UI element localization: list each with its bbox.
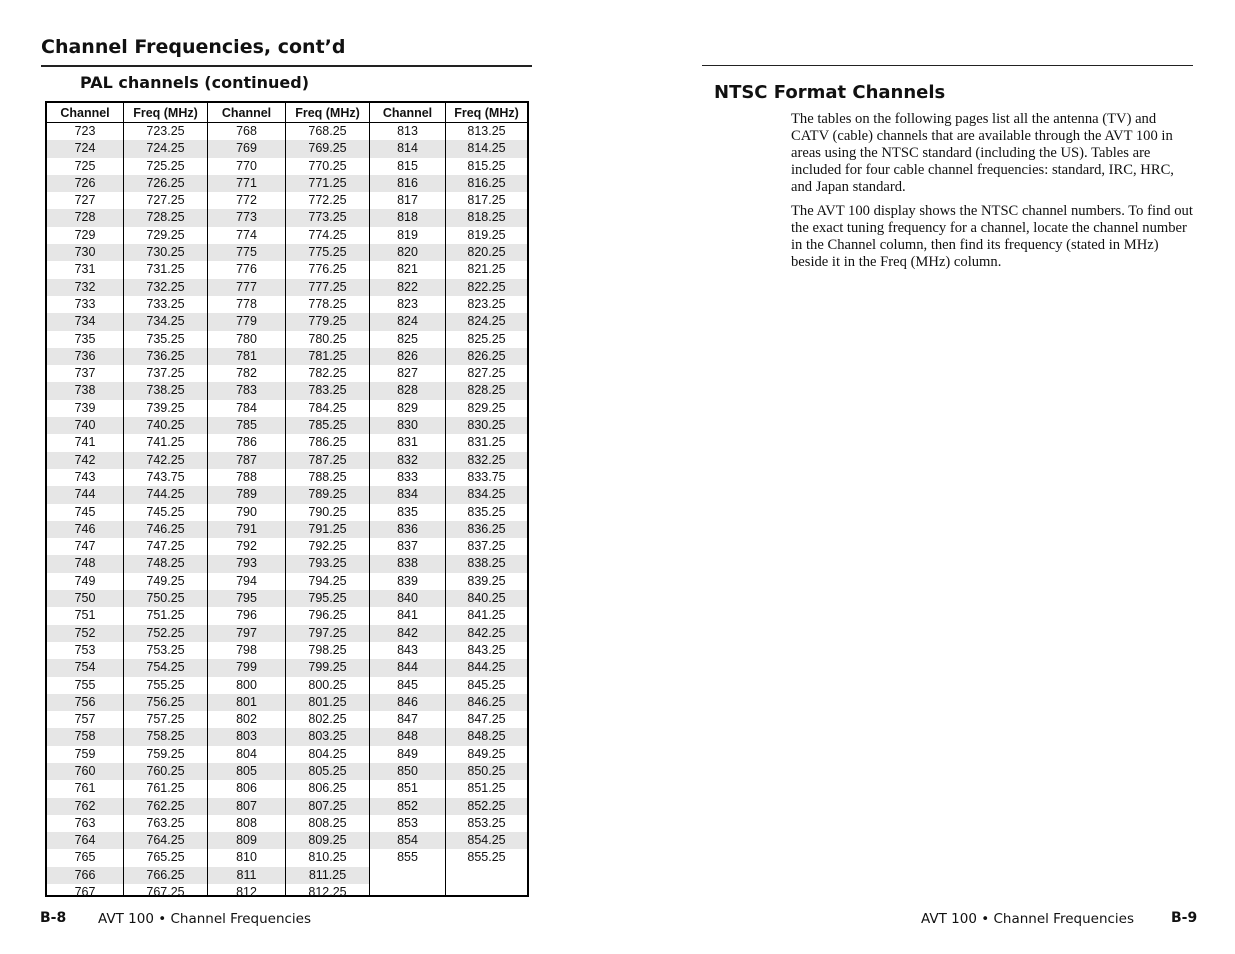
channel-cell: 833 xyxy=(397,469,418,484)
freq-cell: 804.25 xyxy=(308,746,347,761)
channel-cell: 735 xyxy=(74,331,96,346)
channel-cell: 775 xyxy=(208,244,285,261)
freq-cell: 793.25 xyxy=(286,555,369,572)
freq-cell: 750.25 xyxy=(124,590,207,607)
channel-cell: 831 xyxy=(397,435,418,450)
freq-cell: 756.25 xyxy=(124,694,207,711)
channel-cell: 846 xyxy=(370,694,445,711)
channel-cell: 799 xyxy=(208,659,285,676)
freq-cell: 785.25 xyxy=(286,417,369,434)
channel-cell: 732 xyxy=(47,279,123,296)
channel-cell: 840 xyxy=(370,590,445,607)
channel-cell: 825 xyxy=(397,331,418,346)
freq-cell: 790.25 xyxy=(308,504,347,519)
freq-cell: 775.25 xyxy=(286,244,369,261)
freq-cell: 799.25 xyxy=(286,659,369,676)
freq-cell: 779.25 xyxy=(286,313,369,330)
freq-cell: 733.25 xyxy=(146,296,185,311)
freq-cell: 796.25 xyxy=(308,608,347,623)
title-rule-right xyxy=(702,65,1193,66)
channel-cell: 847 xyxy=(397,712,418,727)
freq-cell: 801.25 xyxy=(286,694,369,711)
freq-cell: 847.25 xyxy=(467,712,506,727)
channel-cell: 760 xyxy=(47,763,123,780)
freq-cell: 723.25 xyxy=(146,124,185,138)
freq-column-2 xyxy=(286,103,370,900)
freq-cell: 792.25 xyxy=(308,539,347,554)
freq-cell: 829.25 xyxy=(467,400,506,415)
channel-cell: 756 xyxy=(47,694,123,711)
channel-cell: 793 xyxy=(208,555,285,572)
channel-cell: 804 xyxy=(236,746,257,761)
channel-cell: 853 xyxy=(397,815,418,830)
channel-cell: 790 xyxy=(236,504,257,519)
freq-cell: 753.25 xyxy=(146,642,185,657)
freq-cell: 747.25 xyxy=(146,539,185,554)
freq-cell: 758.25 xyxy=(124,728,207,745)
freq-cell: 812.25 xyxy=(308,885,347,900)
channel-cell: 747 xyxy=(74,539,96,554)
freq-cell: 728.25 xyxy=(124,209,207,226)
channel-cell: 784 xyxy=(236,400,257,415)
channel-cell: 837 xyxy=(397,539,418,554)
freq-cell: 782.25 xyxy=(308,366,347,381)
freq-cell: 845.25 xyxy=(467,677,506,692)
freq-cell: 814.25 xyxy=(446,140,527,157)
channel-cell: 723 xyxy=(74,124,96,138)
channel-cell: 779 xyxy=(208,313,285,330)
channel-cell: 821 xyxy=(397,262,418,277)
channel-cell: 741 xyxy=(74,435,96,450)
channel-cell: 827 xyxy=(397,366,418,381)
freq-cell: 778.25 xyxy=(308,296,347,311)
freq-cell: 802.25 xyxy=(308,712,347,727)
channel-cell: 817 xyxy=(397,193,418,208)
freq-cell: 737.25 xyxy=(146,366,185,381)
freq-cell: 735.25 xyxy=(146,331,185,346)
freq-cell: 836.25 xyxy=(446,521,527,538)
freq-cell: 795.25 xyxy=(286,590,369,607)
freq-cell: 760.25 xyxy=(124,763,207,780)
freq-cell: 789.25 xyxy=(286,486,369,503)
channel-cell: 730 xyxy=(47,244,123,261)
freq-cell: 730.25 xyxy=(124,244,207,261)
channel-cell: 755 xyxy=(74,677,96,692)
channel-cell: 771 xyxy=(208,175,285,192)
channel-cell: 725 xyxy=(74,158,96,173)
freq-cell: 781.25 xyxy=(286,348,369,365)
channel-cell: 783 xyxy=(208,382,285,399)
freq-cell: 736.25 xyxy=(124,348,207,365)
freq-cell: 821.25 xyxy=(467,262,506,277)
channel-cell: 814 xyxy=(370,140,445,157)
channel-cell: 801 xyxy=(208,694,285,711)
column-header: Freq (MHz) xyxy=(124,103,207,123)
freq-cell: 823.25 xyxy=(467,296,506,311)
freq-cell: 772.25 xyxy=(308,193,347,208)
empty-cell xyxy=(446,867,527,884)
channel-cell: 788 xyxy=(236,469,257,484)
channel-cell: 812 xyxy=(236,885,257,900)
column-header: Channel xyxy=(370,103,445,123)
channel-cell: 769 xyxy=(208,140,285,157)
freq-cell: 832.25 xyxy=(446,452,527,469)
intro-paragraph: The tables on the following pages list all the antenna (TV) and CATV (cable) channels that are available through the AVT 100 in areas using the NTSC standard (including the US). Tables are included for four cable channel frequencies: standard, IRC, HRC, and Japan standard. xyxy=(791,111,1174,195)
channel-cell: 855 xyxy=(397,850,418,865)
channel-cell: 770 xyxy=(236,158,257,173)
freq-cell: 768.25 xyxy=(308,124,347,138)
freq-cell: 830.25 xyxy=(446,417,527,434)
channel-cell: 753 xyxy=(74,642,96,657)
channel-column-1 xyxy=(47,103,124,900)
channel-cell: 782 xyxy=(236,366,257,381)
freq-cell: 744.25 xyxy=(124,486,207,503)
channel-cell: 764 xyxy=(47,832,123,849)
freq-cell: 794.25 xyxy=(308,573,347,588)
freq-cell: 817.25 xyxy=(467,193,506,208)
channel-cell: 823 xyxy=(397,296,418,311)
freq-cell: 740.25 xyxy=(124,417,207,434)
freq-cell: 745.25 xyxy=(146,504,185,519)
channel-cell: 819 xyxy=(397,227,418,242)
channel-cell: 829 xyxy=(397,400,418,415)
freq-cell: 776.25 xyxy=(308,262,347,277)
channel-cell: 836 xyxy=(370,521,445,538)
channel-cell: 800 xyxy=(236,677,257,692)
channel-cell: 727 xyxy=(74,193,96,208)
channel-column-3 xyxy=(370,103,446,895)
channel-cell: 781 xyxy=(208,348,285,365)
channel-cell: 736 xyxy=(47,348,123,365)
channel-cell: 845 xyxy=(397,677,418,692)
freq-cell: 805.25 xyxy=(286,763,369,780)
freq-cell: 771.25 xyxy=(286,175,369,192)
channel-cell: 842 xyxy=(370,625,445,642)
freq-cell: 770.25 xyxy=(308,158,347,173)
freq-cell: 809.25 xyxy=(286,832,369,849)
freq-cell: 816.25 xyxy=(446,175,527,192)
channel-cell: 738 xyxy=(47,382,123,399)
freq-cell: 803.25 xyxy=(286,728,369,745)
freq-cell: 724.25 xyxy=(124,140,207,157)
freq-cell: 828.25 xyxy=(446,382,527,399)
channel-cell: 724 xyxy=(47,140,123,157)
channel-cell: 832 xyxy=(370,452,445,469)
empty-cell xyxy=(446,884,527,901)
channel-cell: 851 xyxy=(397,781,418,796)
freq-cell: 786.25 xyxy=(308,435,347,450)
freq-cell: 854.25 xyxy=(446,832,527,849)
channel-cell: 798 xyxy=(236,642,257,657)
channel-cell: 849 xyxy=(397,746,418,761)
channel-cell: 841 xyxy=(397,608,418,623)
channel-cell: 757 xyxy=(74,712,96,727)
footer-title-right: AVT 100 • Channel Frequencies xyxy=(921,911,1135,927)
freq-cell: 810.25 xyxy=(308,850,347,865)
channel-cell: 786 xyxy=(236,435,257,450)
column-header: Channel xyxy=(47,103,123,123)
channel-cell: 816 xyxy=(370,175,445,192)
channel-cell: 843 xyxy=(397,642,418,657)
channel-cell: 758 xyxy=(47,728,123,745)
freq-cell: 838.25 xyxy=(446,555,527,572)
freq-cell: 818.25 xyxy=(446,209,527,226)
channel-cell: 787 xyxy=(208,452,285,469)
channel-cell: 748 xyxy=(47,555,123,572)
pal-channel-table xyxy=(45,101,529,900)
empty-cell xyxy=(370,867,445,884)
freq-cell: 851.25 xyxy=(467,781,506,796)
freq-cell: 780.25 xyxy=(308,331,347,346)
channel-cell: 772 xyxy=(236,193,257,208)
freq-cell: 784.25 xyxy=(308,400,347,415)
channel-cell: 754 xyxy=(47,659,123,676)
channel-cell: 854 xyxy=(370,832,445,849)
freq-cell: 727.25 xyxy=(146,193,185,208)
channel-cell: 744 xyxy=(47,486,123,503)
freq-cell: 813.25 xyxy=(467,124,506,138)
freq-cell: 787.25 xyxy=(286,452,369,469)
channel-cell: 797 xyxy=(208,625,285,642)
channel-cell: 765 xyxy=(74,850,96,865)
freq-cell: 827.25 xyxy=(467,366,506,381)
channel-cell: 838 xyxy=(370,555,445,572)
ntsc-section-title: NTSC Format Channels xyxy=(714,82,946,103)
channel-cell: 729 xyxy=(74,227,96,242)
freq-cell: 764.25 xyxy=(124,832,207,849)
channel-cell: 824 xyxy=(370,313,445,330)
channel-cell: 830 xyxy=(370,417,445,434)
channel-cell: 761 xyxy=(74,781,96,796)
channel-cell: 808 xyxy=(236,815,257,830)
channel-cell: 746 xyxy=(47,521,123,538)
page-number-left: B-8 xyxy=(40,910,67,926)
channel-cell: 785 xyxy=(208,417,285,434)
channel-column-2 xyxy=(208,103,286,900)
freq-cell: 848.25 xyxy=(446,728,527,745)
freq-cell: 846.25 xyxy=(446,694,527,711)
channel-cell: 733 xyxy=(74,296,96,311)
channel-cell: 820 xyxy=(370,244,445,261)
footer-title-left: AVT 100 • Channel Frequencies xyxy=(98,911,312,927)
freq-cell: 773.25 xyxy=(286,209,369,226)
channel-cell: 803 xyxy=(208,728,285,745)
freq-cell: 759.25 xyxy=(146,746,185,761)
freq-cell: 841.25 xyxy=(467,608,506,623)
channel-cell: 811 xyxy=(208,867,285,884)
channel-cell: 763 xyxy=(74,815,96,830)
freq-cell: 751.25 xyxy=(146,608,185,623)
freq-cell: 855.25 xyxy=(467,850,506,865)
freq-cell: 797.25 xyxy=(286,625,369,642)
channel-cell: 742 xyxy=(47,452,123,469)
freq-cell: 783.25 xyxy=(286,382,369,399)
channel-cell: 806 xyxy=(236,781,257,796)
freq-cell: 833.75 xyxy=(467,469,506,484)
channel-cell: 745 xyxy=(74,504,96,519)
freq-cell: 765.25 xyxy=(146,850,185,865)
channel-cell: 852 xyxy=(370,798,445,815)
channel-cell: 774 xyxy=(236,227,257,242)
freq-cell: 726.25 xyxy=(124,175,207,192)
channel-cell: 805 xyxy=(208,763,285,780)
freq-cell: 811.25 xyxy=(286,867,369,884)
column-header: Freq (MHz) xyxy=(446,103,527,123)
freq-cell: 788.25 xyxy=(308,469,347,484)
freq-cell: 843.25 xyxy=(467,642,506,657)
channel-cell: 796 xyxy=(236,608,257,623)
channel-cell: 743 xyxy=(74,469,96,484)
channel-cell: 791 xyxy=(208,521,285,538)
channel-cell: 792 xyxy=(236,539,257,554)
channel-cell: 768 xyxy=(236,124,257,138)
column-header: Channel xyxy=(208,103,285,123)
channel-cell: 809 xyxy=(208,832,285,849)
channel-cell: 795 xyxy=(208,590,285,607)
freq-cell: 741.25 xyxy=(146,435,185,450)
section-subtitle: PAL channels (continued) xyxy=(80,73,309,92)
freq-cell: 826.25 xyxy=(446,348,527,365)
channel-cell: 737 xyxy=(74,366,96,381)
freq-cell: 839.25 xyxy=(467,573,506,588)
channel-cell: 822 xyxy=(370,279,445,296)
freq-cell: 757.25 xyxy=(146,712,185,727)
freq-cell: 767.25 xyxy=(146,885,185,900)
channel-cell: 834 xyxy=(370,486,445,503)
freq-cell: 746.25 xyxy=(124,521,207,538)
channel-cell: 802 xyxy=(236,712,257,727)
empty-cell xyxy=(370,884,445,901)
freq-cell: 824.25 xyxy=(446,313,527,330)
freq-cell: 732.25 xyxy=(124,279,207,296)
freq-cell: 777.25 xyxy=(286,279,369,296)
channel-cell: 767 xyxy=(74,885,96,900)
freq-cell: 742.25 xyxy=(124,452,207,469)
channel-cell: 815 xyxy=(397,158,418,173)
channel-cell: 818 xyxy=(370,209,445,226)
freq-cell: 752.25 xyxy=(124,625,207,642)
freq-cell: 798.25 xyxy=(308,642,347,657)
freq-cell: 743.75 xyxy=(146,469,185,484)
channel-cell: 850 xyxy=(370,763,445,780)
freq-cell: 807.25 xyxy=(286,798,369,815)
channel-cell: 766 xyxy=(47,867,123,884)
freq-cell: 852.25 xyxy=(446,798,527,815)
channel-cell: 740 xyxy=(47,417,123,434)
freq-cell: 731.25 xyxy=(146,262,185,277)
freq-cell: 800.25 xyxy=(308,677,347,692)
page-number-right: B-9 xyxy=(1171,910,1198,926)
freq-cell: 763.25 xyxy=(146,815,185,830)
freq-cell: 837.25 xyxy=(467,539,506,554)
freq-cell: 791.25 xyxy=(286,521,369,538)
page-title: Channel Frequencies, cont’d xyxy=(41,36,346,58)
freq-cell: 853.25 xyxy=(467,815,506,830)
channel-cell: 780 xyxy=(236,331,257,346)
freq-cell: 755.25 xyxy=(146,677,185,692)
channel-cell: 749 xyxy=(74,573,96,588)
channel-cell: 807 xyxy=(208,798,285,815)
channel-cell: 826 xyxy=(370,348,445,365)
freq-cell: 849.25 xyxy=(467,746,506,761)
freq-cell: 815.25 xyxy=(467,158,506,173)
channel-cell: 750 xyxy=(47,590,123,607)
channel-cell: 728 xyxy=(47,209,123,226)
channel-cell: 739 xyxy=(74,400,96,415)
freq-cell: 842.25 xyxy=(446,625,527,642)
freq-cell: 761.25 xyxy=(146,781,185,796)
freq-cell: 808.25 xyxy=(308,815,347,830)
channel-cell: 813 xyxy=(397,124,418,138)
channel-cell: 789 xyxy=(208,486,285,503)
channel-cell: 731 xyxy=(74,262,96,277)
freq-cell: 734.25 xyxy=(124,313,207,330)
freq-cell: 850.25 xyxy=(446,763,527,780)
channel-cell: 810 xyxy=(236,850,257,865)
freq-cell: 754.25 xyxy=(124,659,207,676)
channel-cell: 762 xyxy=(47,798,123,815)
freq-cell: 831.25 xyxy=(467,435,506,450)
freq-cell: 835.25 xyxy=(467,504,506,519)
channel-cell: 734 xyxy=(47,313,123,330)
freq-cell: 774.25 xyxy=(308,227,347,242)
channel-cell: 777 xyxy=(208,279,285,296)
column-header: Freq (MHz) xyxy=(286,103,369,123)
freq-cell: 825.25 xyxy=(467,331,506,346)
freq-column-1 xyxy=(124,103,208,900)
freq-column-3 xyxy=(446,103,527,895)
channel-cell: 773 xyxy=(208,209,285,226)
channel-cell: 844 xyxy=(370,659,445,676)
channel-cell: 776 xyxy=(236,262,257,277)
freq-cell: 844.25 xyxy=(446,659,527,676)
channel-cell: 759 xyxy=(74,746,96,761)
instruction-paragraph: The AVT 100 display shows the NTSC channel numbers. To find out the exact tuning frequency for a channel, locate the channel number in the Channel column, then find its frequency (stated in MHz) beside it in the Freq (MHz) column. xyxy=(791,203,1193,270)
freq-cell: 749.25 xyxy=(146,573,185,588)
channel-cell: 835 xyxy=(397,504,418,519)
freq-cell: 748.25 xyxy=(124,555,207,572)
freq-cell: 834.25 xyxy=(446,486,527,503)
freq-cell: 762.25 xyxy=(124,798,207,815)
freq-cell: 738.25 xyxy=(124,382,207,399)
freq-cell: 806.25 xyxy=(308,781,347,796)
channel-cell: 839 xyxy=(397,573,418,588)
channel-cell: 794 xyxy=(236,573,257,588)
freq-cell: 739.25 xyxy=(146,400,185,415)
channel-cell: 726 xyxy=(47,175,123,192)
channel-cell: 751 xyxy=(74,608,96,623)
title-rule xyxy=(41,65,532,67)
freq-cell: 840.25 xyxy=(446,590,527,607)
channel-cell: 778 xyxy=(236,296,257,311)
freq-cell: 769.25 xyxy=(286,140,369,157)
channel-cell: 848 xyxy=(370,728,445,745)
freq-cell: 725.25 xyxy=(146,158,185,173)
freq-cell: 819.25 xyxy=(467,227,506,242)
channel-cell: 752 xyxy=(47,625,123,642)
channel-cell: 828 xyxy=(370,382,445,399)
freq-cell: 729.25 xyxy=(146,227,185,242)
freq-cell: 766.25 xyxy=(124,867,207,884)
freq-cell: 820.25 xyxy=(446,244,527,261)
freq-cell: 822.25 xyxy=(446,279,527,296)
